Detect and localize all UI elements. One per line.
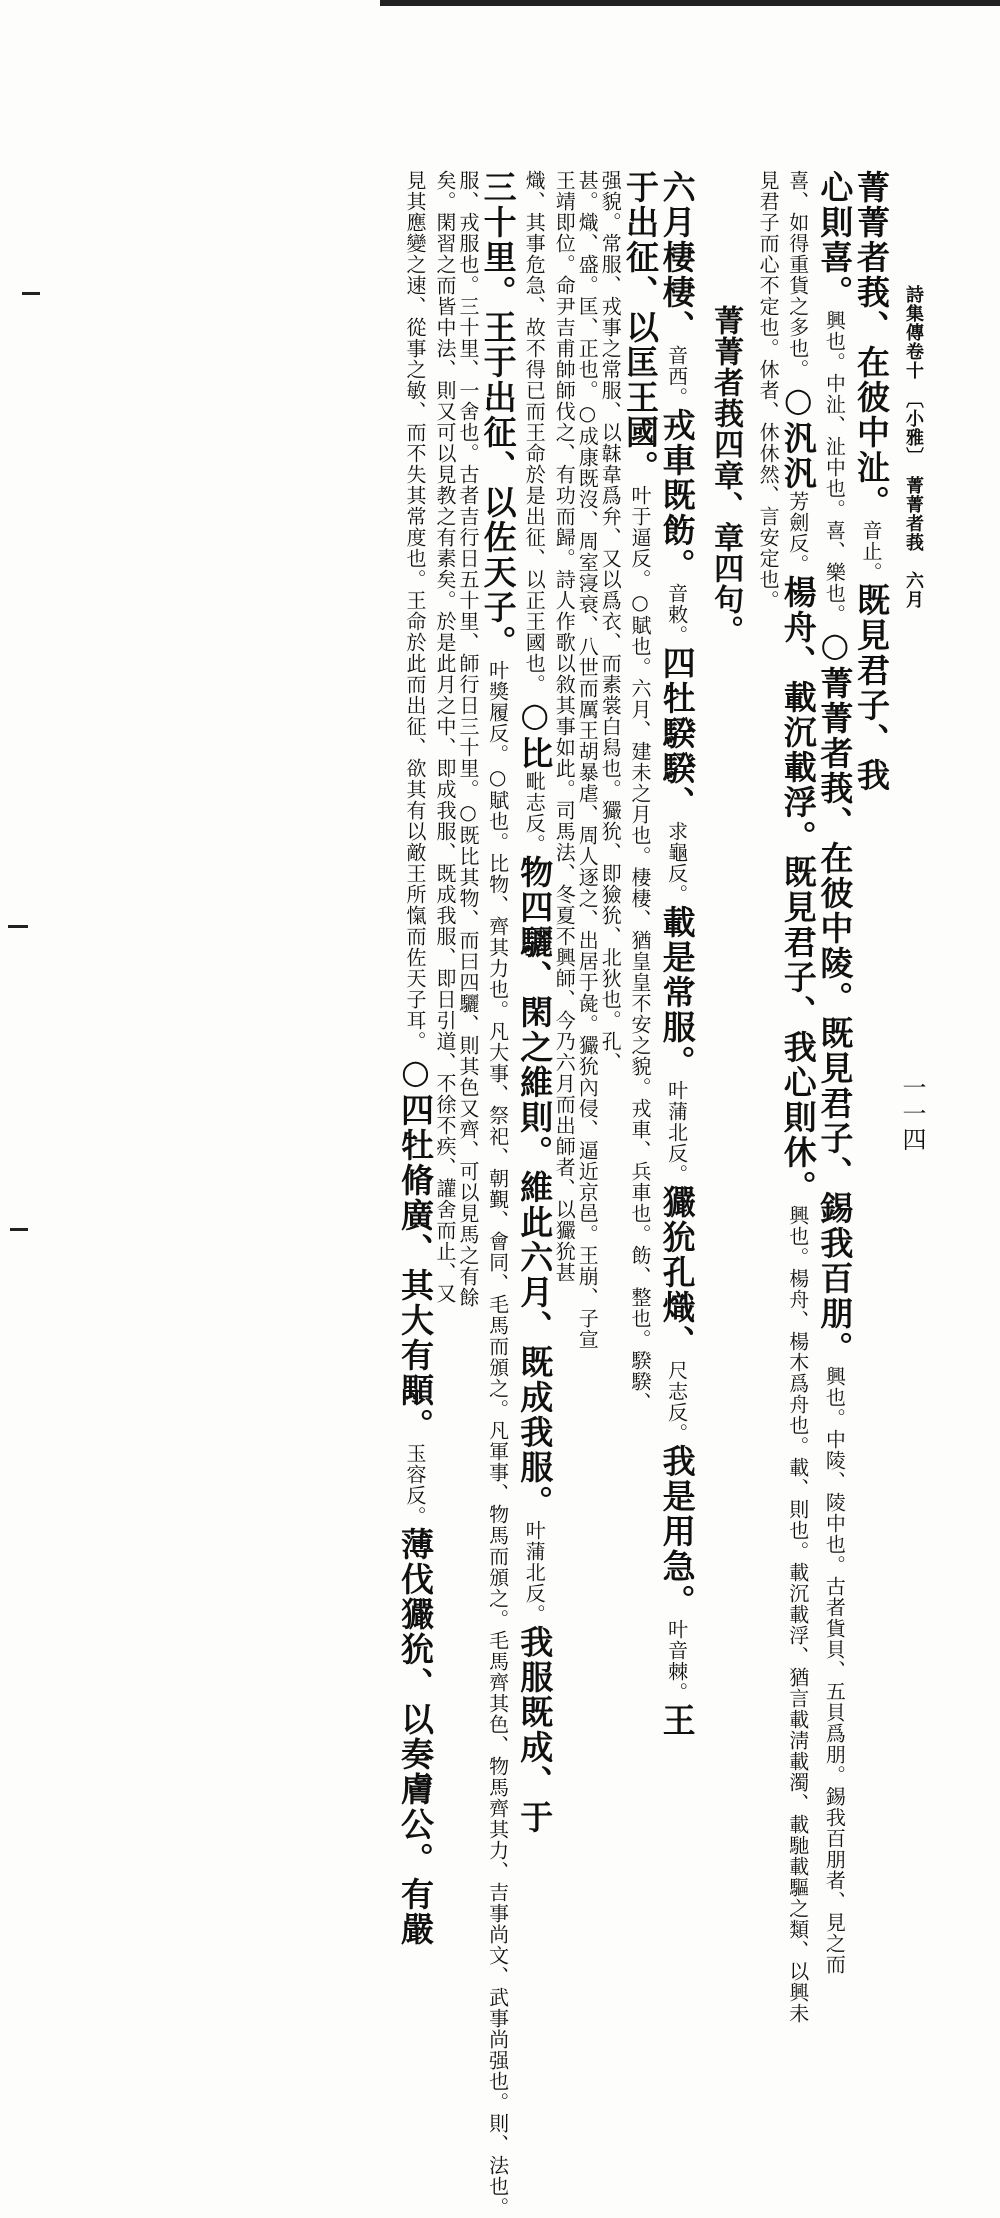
commentary-text: 强貌。常服、戎事之常服、以韎韋爲弁、又以爲衣、而素裳白舄也。玁狁、即獫狁、北狄也。孔、 (598, 170, 623, 1073)
commentary-text: 見其應變之速、從事之敏、而不失其常度也。王命於此而出征、欲其有以敵王所愾而佐天子耳。 (403, 170, 428, 1052)
main-verse-text: ○比 (515, 695, 555, 771)
text-column (598, 170, 623, 1073)
commentary-text: 王靖即位。命尹吉甫帥師伐之、有功而歸。詩人作歌以敘其事如此。司馬法、冬夏不興師、今乃六月而出師者、以玁狁甚 (552, 170, 577, 1283)
text-column (478, 170, 518, 2218)
text-column (778, 170, 818, 2024)
main-verse-text: 四牡騤騤、 (657, 646, 697, 821)
text-column (552, 170, 577, 1283)
commentary-text: 毗志反。 (522, 771, 547, 855)
margin-mark (22, 292, 40, 295)
main-verse-text: 薄伐玁狁、以奏膚公。有嚴 (396, 1527, 436, 1947)
main-verse-text: 楊舟、載沉載浮。既見君子、我心則休。 (778, 575, 818, 1205)
main-verse-text: 玁狁孔熾、 (657, 1185, 697, 1360)
commentary-text: 甚。熾、盛。匡、正也。○成康既沒、周室寖衰、八世而厲王胡暴虐、周人逐之、出居于彘。玁狁內侵、逼近京邑。王崩、子宣 (575, 170, 600, 1350)
main-verse-text: ○菁菁者莪、在彼中陵。既見君子、錫我百朋。 (815, 625, 855, 1366)
main-verse-text: 我是用急。 (657, 1444, 697, 1619)
commentary-text: 叶于逼反。○賦也。六月、建未之月也。棲棲、猶皇皇不安之貌。戎車、兵車也。飭、整也。騤騤、 (627, 485, 652, 1413)
top-border-line (380, 0, 1000, 6)
page-number: 一一四 (898, 1075, 926, 1153)
commentary-text: 音西。 (664, 345, 689, 408)
text-column (852, 170, 891, 793)
text-column (657, 170, 697, 1738)
main-verse-text: 六月棲棲、 (657, 170, 697, 345)
text-column (575, 170, 600, 1350)
text-column (815, 170, 855, 1975)
section-title (710, 170, 742, 646)
commentary-text: 音止。 (859, 520, 883, 583)
section-title-text: 菁菁者莪四章、章四句。 (708, 305, 744, 646)
commentary-text: 玉容反。 (403, 1443, 428, 1527)
commentary-text: 興也。中沚、沚中也。喜、樂也。 (822, 310, 847, 625)
main-verse-text: 我服既成、于 (515, 1625, 555, 1835)
commentary-text: 興也。楊舟、楊木爲舟也。載、則也。載沉載浮、猶言載淸載濁、載馳載驅之類、以興未 (785, 1205, 810, 2024)
main-verse-text: 于出征、以匡王國。 (620, 170, 660, 485)
text-column (433, 170, 458, 1304)
main-verse-text: 載是常服。 (657, 905, 697, 1080)
commentary-text: 叶獎履反。○賦也。比物、齊其力也。凡大事、祭祀、朝覲、會同、毛馬而頒之。凡軍事、物馬而頒之。毛馬齊其色、物馬齊其力、吉事尚文、武事尚强也。則、法也。 (485, 660, 510, 2218)
text-body (150, 170, 891, 2218)
main-verse-text: 心則喜。 (815, 170, 855, 310)
main-verse-text: 王 (657, 1703, 697, 1738)
text-column (515, 170, 555, 1835)
main-verse-text: 三十里。王于出征、以佐天子。 (478, 170, 518, 660)
commentary-text: 叶蒲北反。 (664, 1080, 689, 1185)
margin-mark (10, 1228, 28, 1231)
commentary-text: 尺志反。 (664, 1360, 689, 1444)
commentary-text: 叶音棘。 (664, 1619, 689, 1703)
commentary-text: 叶蒲北反。 (522, 1520, 547, 1625)
main-verse-text: 既見君子、我 (852, 583, 891, 793)
main-verse-text: 戎車既飭。 (657, 408, 697, 583)
text-column (396, 170, 436, 1947)
commentary-text: 服、戎服也。三十里、一舍也。古者吉行日五十里、師行日三十里。○既比其物、而曰四驪、則其色又齊、可以見馬之有餘 (456, 170, 481, 1308)
commentary-text: 求龜反。 (664, 821, 689, 905)
commentary-text: 熾、其事危急、故不得已而王命於是出征、以正王國也。 (522, 170, 547, 695)
main-verse-text: ○汎汎 (778, 380, 818, 491)
text-column (756, 170, 781, 611)
commentary-text: 矣。閑習之而皆中法、則又可以見教之有素矣。於是此月之中、即成我服、既成我服、即日引道、不徐不疾、讙舍而止、又 (433, 170, 458, 1304)
commentary-text: 見君子而心不定也。休者、休休然、言安定也。 (756, 170, 781, 611)
running-header: 詩集傳卷十 〔小雅〕 菁菁者莪 六月 (903, 285, 924, 609)
margin-mark (8, 925, 28, 928)
text-column (456, 170, 481, 1308)
commentary-text: 音敕。 (664, 583, 689, 646)
main-verse-text: 菁菁者莪、在彼中沚。 (852, 170, 891, 520)
commentary-text: 喜、如得重貨之多也。 (785, 170, 810, 380)
text-column (620, 170, 660, 1413)
main-verse-text: ○四牡脩廣、其大有顒。 (396, 1052, 436, 1443)
main-verse-text: 物四驪、閑之維則。維此六月、既成我服。 (515, 855, 555, 1520)
commentary-text: 興也。中陵、陵中也。古者貨貝、五貝爲朋。錫我百朋者、見之而 (822, 1366, 847, 1975)
commentary-text: 芳劍反。 (785, 491, 810, 575)
